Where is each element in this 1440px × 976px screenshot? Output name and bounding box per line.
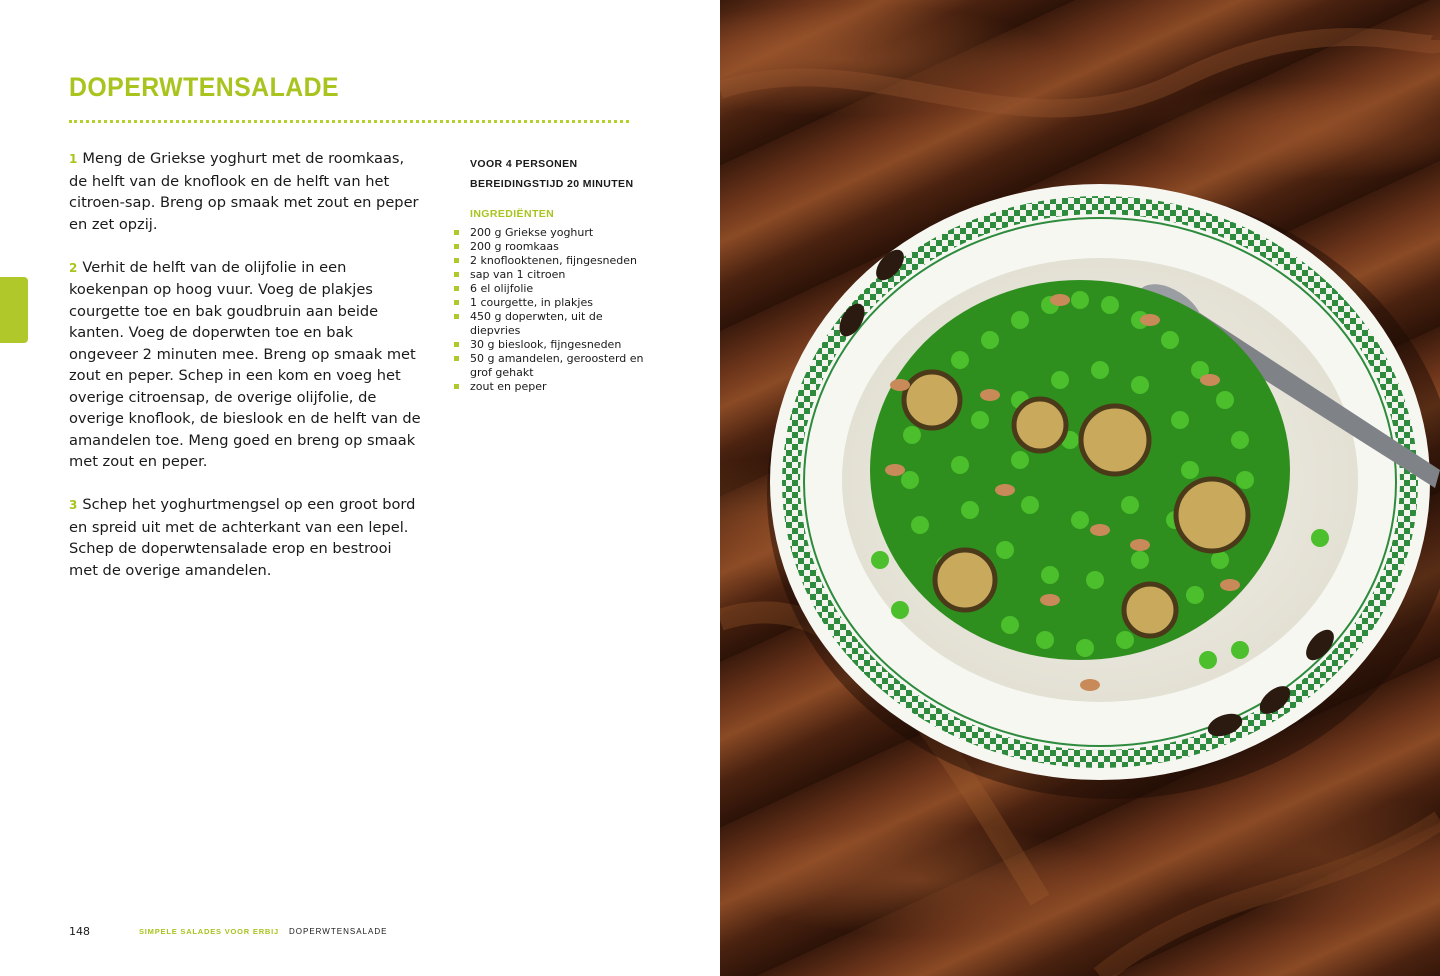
footer-chapter-title: DOPERWTENSALADE	[289, 926, 388, 936]
ingredient-item: sap van 1 citroen	[454, 268, 654, 282]
ingredient-item: 30 g bieslook, fijngesneden	[454, 338, 654, 352]
ingredient-item: 1 courgette, in plakjes	[454, 296, 654, 310]
step-2	[69, 257, 425, 473]
ingredient-item: 200 g roomkaas	[454, 240, 654, 254]
ingredient-item: 200 g Griekse yoghurt	[454, 226, 654, 240]
pea-salad-plate-image	[720, 0, 1440, 976]
prep-time: BEREIDINGSTIJD 20 MINUTEN	[470, 178, 634, 190]
step-number: 3	[69, 498, 78, 512]
step-1	[69, 148, 425, 235]
ingredient-item: 2 knoflooktenen, fijngesneden	[454, 254, 654, 268]
bullet-square-icon	[454, 258, 459, 263]
step-3	[69, 494, 425, 581]
bullet-square-icon	[454, 384, 459, 389]
recipe-info	[470, 154, 670, 394]
ingredient-item: 50 g amandelen, geroosterd en grof gehakt	[454, 352, 654, 380]
bullet-square-icon	[454, 300, 459, 305]
step-text: Schep het yoghurtmengsel op een groot bord en spreid uit met de achterkant van een lepel. Schep de doperwtensalade erop en bestrooi met de overige amandelen.	[69, 496, 416, 579]
ingredients-list	[454, 226, 654, 394]
step-number: 1	[69, 152, 78, 166]
step-number: 2	[69, 260, 78, 275]
step-text: Meng de Griekse yoghurt met de roomkaas, de helft van de knoflook en de helft van het citroen-sap. Breng op smaak met zout en peper en zet opzij.	[69, 150, 419, 233]
ingredients-heading: INGREDIËNTEN	[470, 208, 555, 220]
method-steps	[69, 148, 425, 603]
ingredient-item: zout en peper	[454, 380, 654, 394]
step-text: Verhit de helft van de olijfolie in een koekenpan op hoog vuur. Voeg de plakjes courgette toe en bak goudbruin aan beide kanten. Voeg de doperwten toe en bak ongeveer 2 minuten mee. Breng op smaak met zout en peper. Schep in een kom en voeg het overige citroensap, de overige olijfolie, de overige knoflook, de bieslook en de helft van de amandelen toe. Meng goed en breng op smaak met zout en peper.	[69, 258, 421, 470]
recipe-photo	[720, 0, 1440, 976]
chapter-tab-marker	[0, 277, 28, 343]
bullet-square-icon	[454, 356, 459, 361]
servings: VOOR 4 PERSONEN	[470, 158, 578, 170]
bullet-square-icon	[454, 286, 459, 291]
bullet-square-icon	[454, 230, 459, 235]
bullet-square-icon	[454, 342, 459, 347]
ingredient-item: 6 el olijfolie	[454, 282, 654, 296]
footer-section-title: SIMPELE SALADES VOOR ERBIJ	[139, 926, 279, 936]
ingredient-item: 450 g doperwten, uit de diepvries	[454, 310, 654, 338]
page-footer	[69, 924, 387, 938]
page-number: 148	[69, 924, 90, 938]
recipe-title: DOPERWTENSALADE	[69, 72, 340, 102]
bullet-square-icon	[454, 272, 459, 277]
bullet-square-icon	[454, 314, 459, 319]
bullet-square-icon	[454, 244, 459, 249]
dotted-divider	[69, 120, 629, 123]
